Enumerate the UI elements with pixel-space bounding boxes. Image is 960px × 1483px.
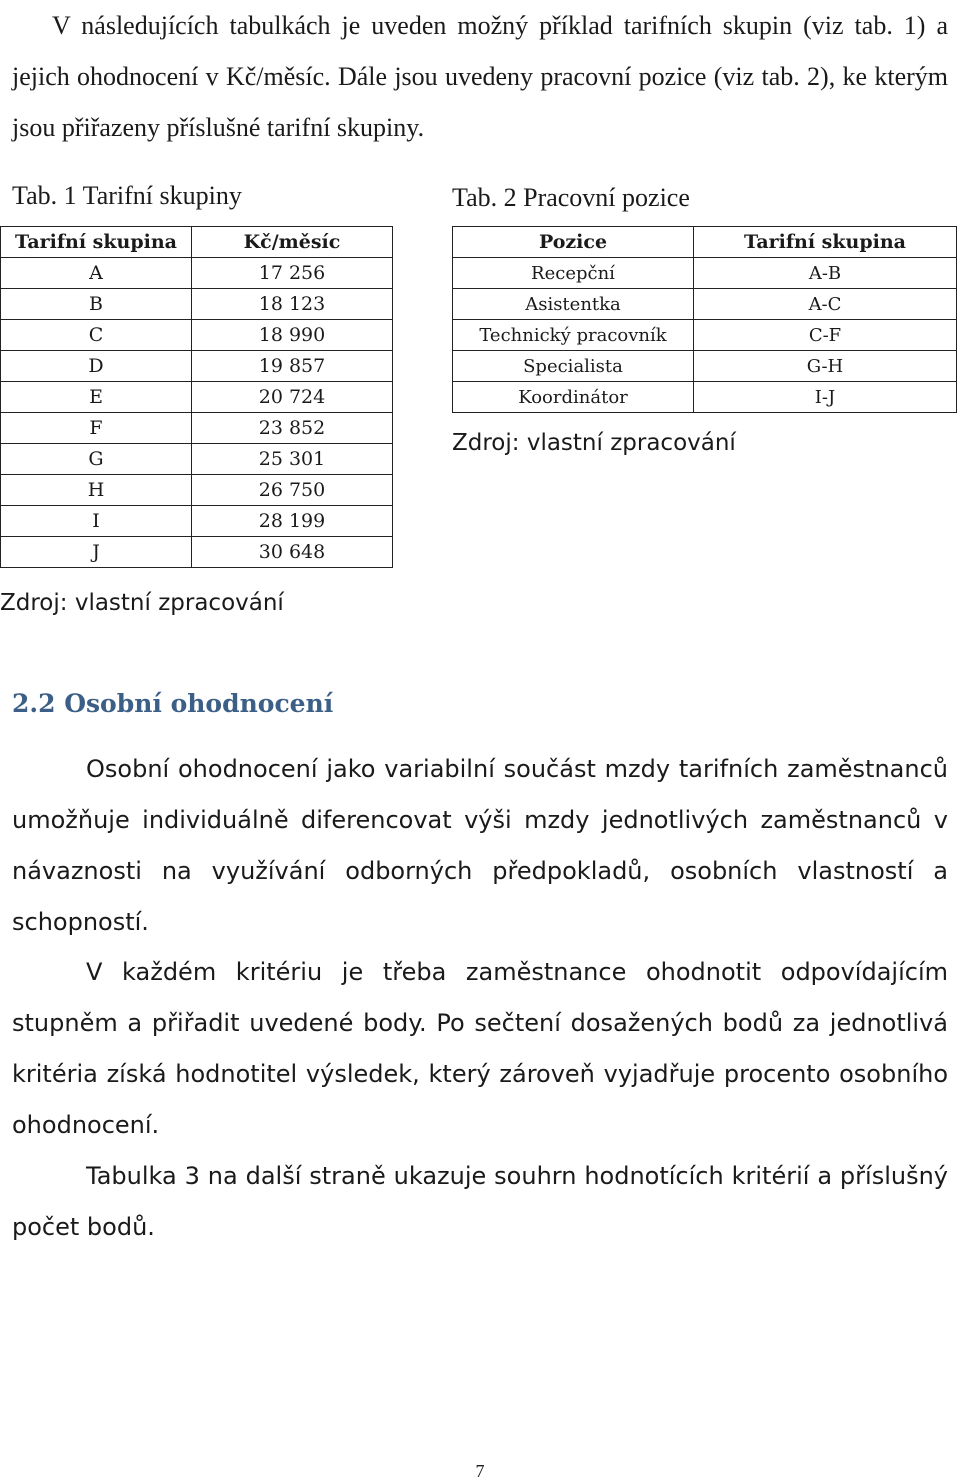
table-cell: A-C bbox=[694, 289, 957, 320]
body-paragraph: Tabulka 3 na další straně ukazuje souhrn hodnotících kritérií a příslušný počet bodů. bbox=[12, 1162, 948, 1241]
table-cell: G-H bbox=[694, 351, 957, 382]
table-row bbox=[453, 382, 957, 413]
table-cell: 18 990 bbox=[192, 320, 393, 351]
table-cell: 19 857 bbox=[192, 351, 393, 382]
table-row bbox=[1, 258, 393, 289]
table-cell: C bbox=[1, 320, 192, 351]
table-cell: 20 724 bbox=[192, 382, 393, 413]
table-row bbox=[453, 258, 957, 289]
table-cell: 18 123 bbox=[192, 289, 393, 320]
column-header: Tarifní skupina bbox=[694, 227, 957, 258]
table-cell: Recepční bbox=[453, 258, 694, 289]
body-paragraph: V každém kritériu je třeba zaměstnance ohodnotit odpovídajícím stupněm a přiřadit uvedené body. Po sečtení dosažených bodů za jednotlivá kritéria získá hodnotitel výsledek, který zároveň vyjadřuje procento osobního ohodnocení. bbox=[12, 958, 948, 1139]
table-row bbox=[1, 444, 393, 475]
table-row bbox=[1, 537, 393, 568]
table-cell: Technický pracovník bbox=[453, 320, 694, 351]
table-cell: F bbox=[1, 413, 192, 444]
table-cell: 26 750 bbox=[192, 475, 393, 506]
column-header: Kč/měsíc bbox=[192, 227, 393, 258]
column-header: Tarifní skupina bbox=[1, 227, 192, 258]
table-cell: 23 852 bbox=[192, 413, 393, 444]
table2-source: Zdroj: vlastní zpracování bbox=[452, 430, 736, 456]
table-cell: B bbox=[1, 289, 192, 320]
table1-caption: Tab. 1 Tarifní skupiny bbox=[12, 181, 242, 210]
table-cell: Koordinátor bbox=[453, 382, 694, 413]
table-row bbox=[1, 475, 393, 506]
table-header-row bbox=[453, 227, 957, 258]
column-header: Pozice bbox=[453, 227, 694, 258]
table2-caption: Tab. 2 Pracovní pozice bbox=[452, 183, 690, 212]
table-row bbox=[1, 506, 393, 537]
tariff-groups-table bbox=[0, 226, 393, 568]
table-cell: A bbox=[1, 258, 192, 289]
table-cell: A-B bbox=[694, 258, 957, 289]
table-row bbox=[453, 289, 957, 320]
table-cell: J bbox=[1, 537, 192, 568]
table-row bbox=[1, 413, 393, 444]
table-row bbox=[1, 382, 393, 413]
table-cell: C-F bbox=[694, 320, 957, 351]
table-cell: 28 199 bbox=[192, 506, 393, 537]
table-cell: Specialista bbox=[453, 351, 694, 382]
table-row bbox=[453, 351, 957, 382]
table-cell: I bbox=[1, 506, 192, 537]
table-row bbox=[1, 320, 393, 351]
table-row bbox=[1, 289, 393, 320]
section-heading: 2.2 Osobní ohodnocení bbox=[12, 689, 334, 718]
table-cell: I-J bbox=[694, 382, 957, 413]
table1-source: Zdroj: vlastní zpracování bbox=[0, 590, 284, 616]
body-paragraph: Osobní ohodnocení jako variabilní součást mzdy tarifních zaměstnanců umožňuje individuálně diferencovat výši mzdy jednotlivých zaměstnanců v návaznosti na využívání odborných předpokladů, osobních vlastností a schopností. bbox=[12, 755, 948, 936]
table-cell: G bbox=[1, 444, 192, 475]
table-cell: D bbox=[1, 351, 192, 382]
table-row bbox=[453, 320, 957, 351]
table-cell: H bbox=[1, 475, 192, 506]
table-cell: E bbox=[1, 382, 192, 413]
page-number: 7 bbox=[475, 1461, 485, 1481]
table-cell: 30 648 bbox=[192, 537, 393, 568]
work-positions-table bbox=[452, 226, 957, 413]
intro-paragraph: V následujících tabulkách je uveden možný příklad tarifních skupin (viz tab. 1) a jejich ohodnocení v Kč/měsíc. Dále jsou uvedeny pracovní pozice (viz tab. 2), ke kterým jsou přiřazeny příslušné tarifní skupiny. bbox=[12, 11, 948, 142]
table-cell: 25 301 bbox=[192, 444, 393, 475]
table-row bbox=[1, 351, 393, 382]
table-cell: 17 256 bbox=[192, 258, 393, 289]
table-cell: Asistentka bbox=[453, 289, 694, 320]
table-header-row bbox=[1, 227, 393, 258]
